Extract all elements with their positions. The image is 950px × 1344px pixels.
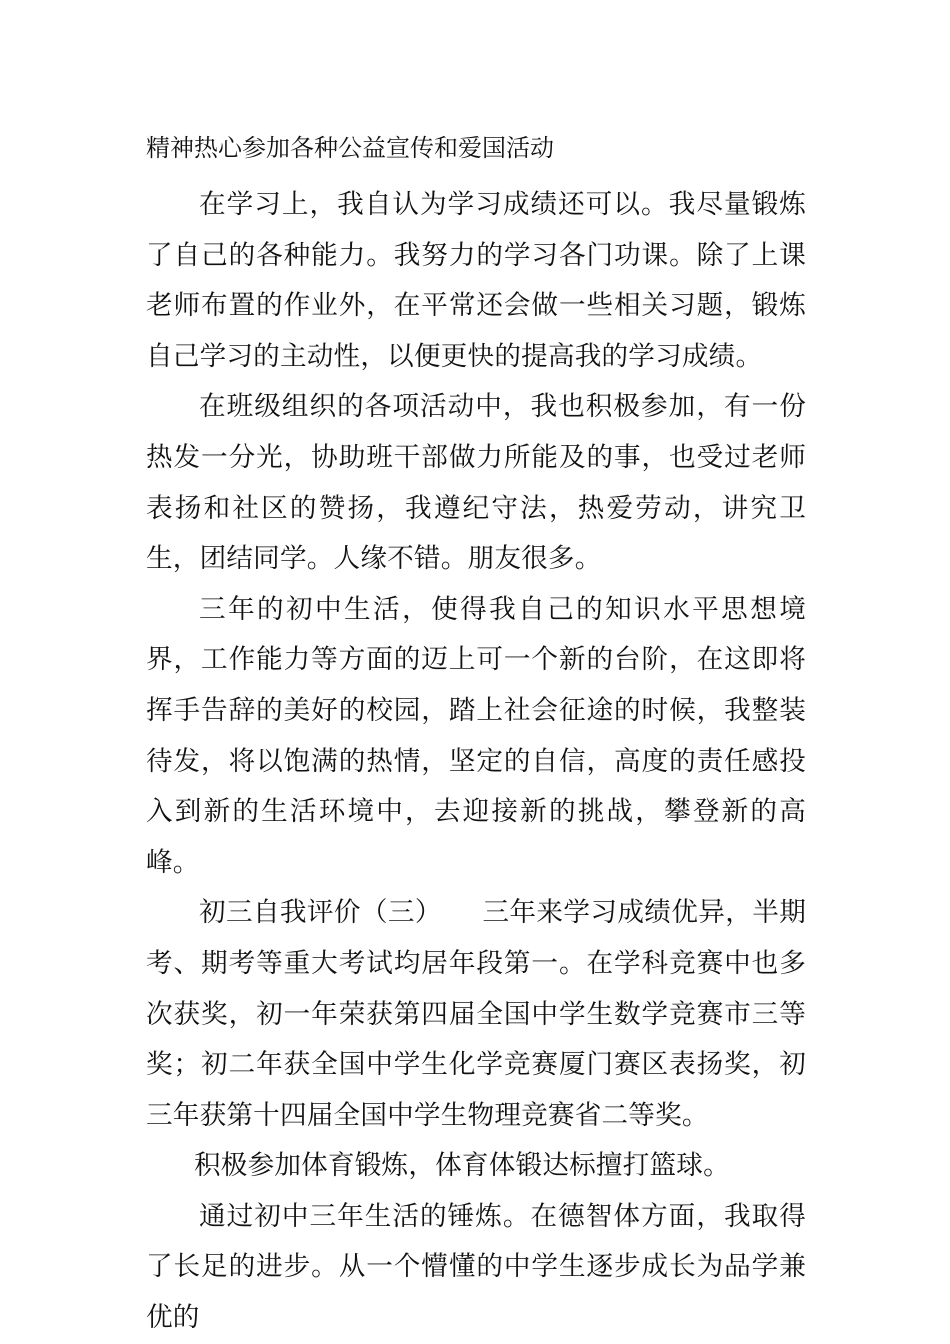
paragraph-progress: 通过初中三年生活的锤炼。在德智体方面，我取得了长足的进步。从一个懵懂的中学生逐步成长为品学兼优的	[146, 1200, 806, 1334]
paragraph-self-evaluation-three: 初三自我评价（三） 三年来学习成绩优异，半期考、期考等重大考试均居年段第一。在学科竞赛中也多次获奖，初一年荣获第四届全国中学生数学竞赛市三等奖；初二年获全国中学生化学竞赛厦门赛区表扬奖，初三年获第十四届全国中学生物理竞赛省二等奖。	[146, 897, 806, 1131]
paragraph-sports: 积极参加体育锻炼，体育体锻达标擅打篮球。	[194, 1150, 730, 1182]
paragraph-activities: 在班级组织的各项活动中，我也积极参加，有一份热发一分光，协助班干部做力所能及的事，也受过老师表扬和社区的赞扬，我遵纪守法，热爱劳动，讲究卫生，团结同学。人缘不错。朋友很多。	[146, 391, 806, 575]
document-body	[146, 128, 806, 1344]
continuation-line: 精神热心参加各种公益宣传和爱国活动	[146, 134, 554, 162]
paragraph-three-years: 三年的初中生活，使得我自己的知识水平思想境界，工作能力等方面的迈上可一个新的台阶，在这即将挥手告辞的美好的校园，踏上社会征途的时候，我整装待发，将以饱满的热情，坚定的自信，高度的责任感投入到新的生活环境中，去迎接新的挑战，攀登新的高峰。	[146, 593, 806, 878]
paragraph-study: 在学习上，我自认为学习成绩还可以。我尽量锻炼了自己的各种能力。我努力的学习各门功课。除了上课老师布置的作业外，在平常还会做一些相关习题，锻炼自己学习的主动性，以便更快的提高我的学习成绩。	[146, 189, 806, 372]
